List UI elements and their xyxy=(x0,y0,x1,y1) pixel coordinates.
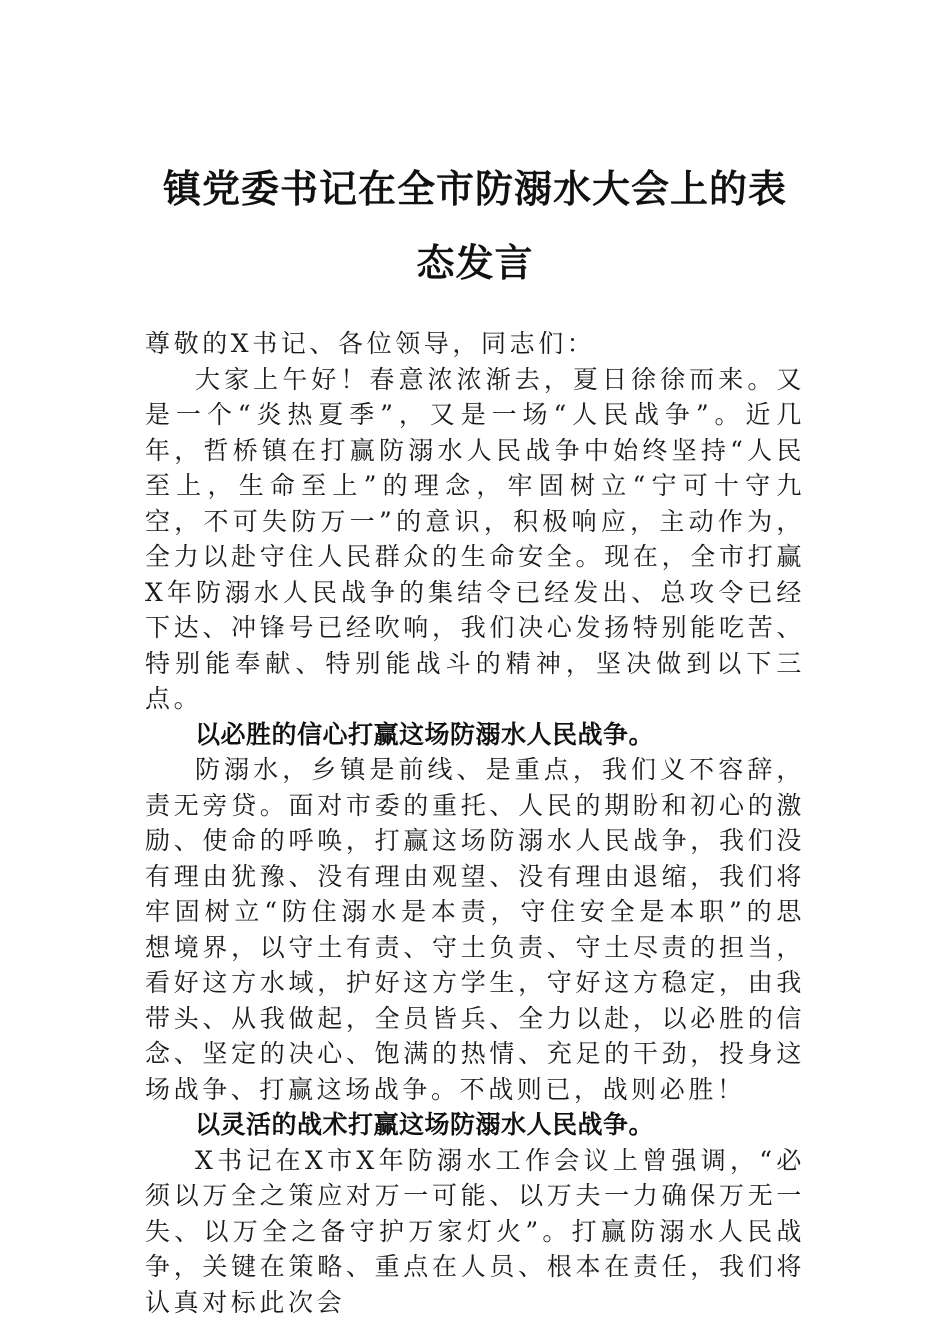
section-heading-1: 以必胜的信心打赢这场防溺水人民战争。 xyxy=(195,719,655,749)
paragraph-section-2: X书记在X市X年防溺水工作会议上曾强调，“必须以万全之策应对万一可能、以万夫一力确保万无一失、以万全之备守护万家灯火”。打赢防溺水人民战争，关键在策略、重点在人员、根本在责任，我们将认真对标此次会 xyxy=(145,1145,805,1317)
paragraph-intro: 大家上午好！春意浓浓渐去，夏日徐徐而来。又是一个“炎热夏季”，又是一场“人民战争”。近几年，哲桥镇在打赢防溺水人民战争中始终坚持“人民至上，生命至上”的理念，牢固树立“宁可十守九空，不可失防万一”的意识，积极响应，主动作为，全力以赴守住人民群众的生命安全。现在，全市打赢X年防溺水人民战争的集结令已经发出、总攻令已经下达、冲锋号已经吹响，我们决心发扬特别能吃苦、特别能奉献、特别能战斗的精神，坚决做到以下三点。 xyxy=(145,364,805,713)
document-body xyxy=(145,326,805,1320)
document-title: 镇党委书记在全市防溺水大会上的表态发言 xyxy=(162,166,787,285)
paragraph-section-1: 防溺水，乡镇是前线、是重点，我们义不容辞，责无旁贷。面对市委的重托、人民的期盼和初心的激励、使命的呼唤，打赢这场防溺水人民战争，我们没有理由犹豫、没有理由观望、没有理由退缩，我们将牢固树立“防住溺水是本责，守住安全是本职”的思想境界，以守土有责、守土负责、守土尽责的担当，看好这方水域，护好这方学生，守好这方稳定，由我带头、从我做起，全员皆兵、全力以赴，以必胜的信念、坚定的决心、饱满的热情、充足的干劲，投身这场战争、打赢这场战争。不战则已，战则必胜！ xyxy=(145,755,805,1104)
salutation: 尊敬的X书记、各位领导，同志们： xyxy=(145,329,596,358)
section-heading-2: 以灵活的战术打赢这场防溺水人民战争。 xyxy=(195,1110,655,1139)
